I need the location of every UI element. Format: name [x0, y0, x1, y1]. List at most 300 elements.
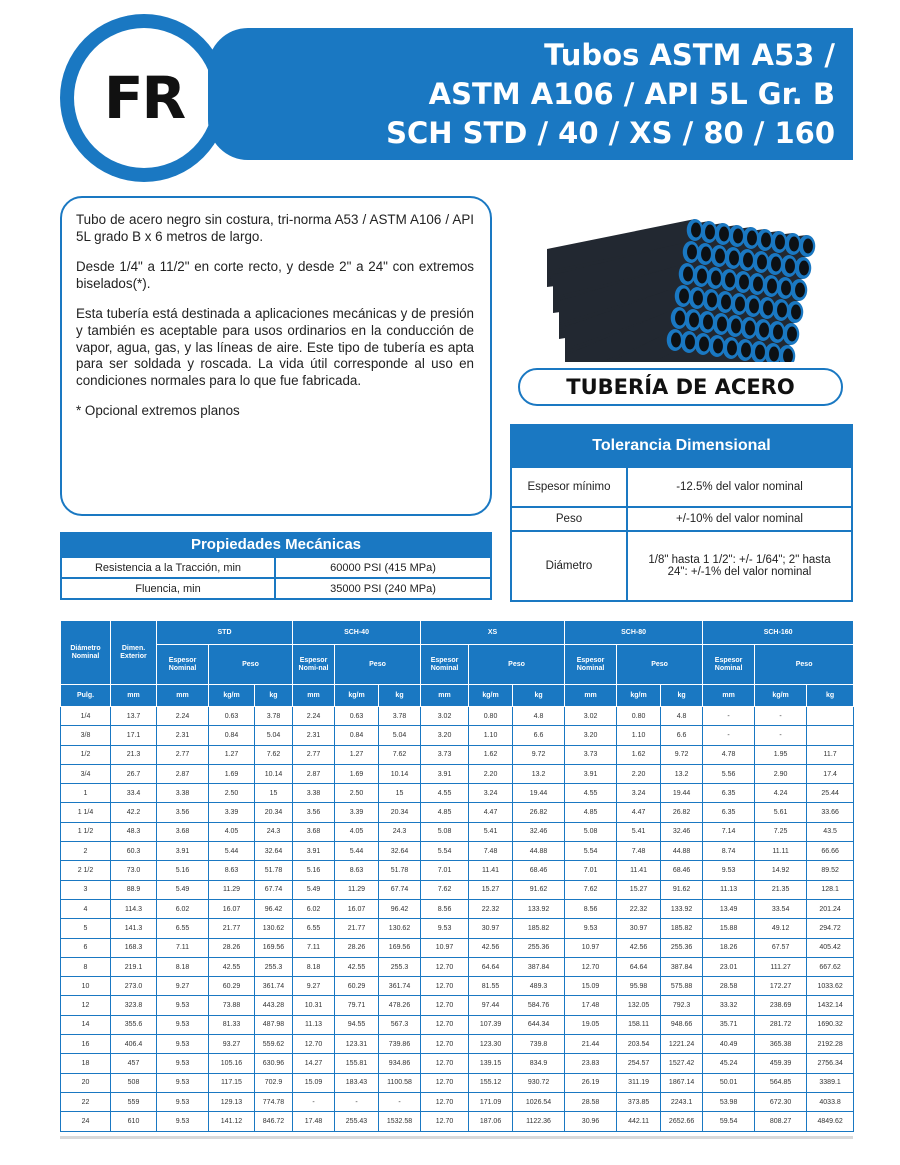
tolerance-row: [512, 530, 851, 600]
table-cell: 1/2: [61, 745, 111, 764]
table-cell: 6.6: [513, 726, 565, 745]
pipe-bore: [763, 301, 773, 316]
table-cell: 3.73: [421, 745, 469, 764]
table-cell: 8.56: [565, 899, 617, 918]
pipe-bore: [787, 327, 797, 342]
table-cell: 68.46: [661, 861, 703, 880]
header-group-xs: XS: [421, 621, 565, 645]
tolerance-value: 1/8" hasta 1 1/2": +/- 1/64"; 2" hasta 24": +/-1% del valor nominal: [648, 554, 831, 578]
table-cell: 1.95: [755, 745, 807, 764]
mechanical-row: [62, 556, 490, 577]
table-cell: 405.42: [807, 938, 854, 957]
table-cell: 5.04: [379, 726, 421, 745]
table-cell: 3.38: [157, 784, 209, 803]
table-cell: 9.27: [293, 977, 335, 996]
table-cell: 7.25: [755, 822, 807, 841]
table-cell: 88.9: [111, 880, 157, 899]
mechanical-properties-table: [60, 532, 492, 600]
pipe-bore: [727, 341, 737, 356]
table-cell: 105.16: [209, 1054, 255, 1073]
table-cell: 0.80: [469, 707, 513, 726]
table-cell: 3.20: [565, 726, 617, 745]
table-cell: 2.50: [335, 784, 379, 803]
table-cell: 508: [111, 1073, 157, 1092]
table-cell: 43.5: [807, 822, 854, 841]
pipe-bore: [781, 281, 791, 296]
table-cell: 2.87: [293, 764, 335, 783]
tolerance-table: [510, 424, 853, 602]
table-cell: 128.1: [807, 880, 854, 899]
table-cell: 4.47: [469, 803, 513, 822]
table-cell: 7.62: [379, 745, 421, 764]
table-cell: 567.3: [379, 1015, 421, 1034]
table-cell: 89.52: [807, 861, 854, 880]
header-group-sch80: SCH-80: [565, 621, 703, 645]
table-cell: 2.77: [157, 745, 209, 764]
pipe-bore: [683, 267, 693, 282]
table-cell: 7.62: [255, 745, 293, 764]
table-cell: 792.3: [661, 996, 703, 1015]
pipe-bore: [691, 223, 701, 238]
table-cell: 4.8: [661, 707, 703, 726]
table-cell: 28.58: [703, 977, 755, 996]
table-cell: 387.84: [513, 957, 565, 976]
table-cell: 169.56: [379, 938, 421, 957]
header-espesor: Espesor Nominal: [565, 645, 617, 685]
table-cell: 23.83: [565, 1054, 617, 1073]
pipe-bore: [799, 261, 809, 276]
table-cell: [807, 726, 854, 745]
table-cell: 11.7: [807, 745, 854, 764]
table-cell: 13.2: [661, 764, 703, 783]
table-cell: 1.27: [209, 745, 255, 764]
table-cell: 24.3: [379, 822, 421, 841]
table-cell: 94.55: [335, 1015, 379, 1034]
mechanical-title: Propiedades Mecánicas: [62, 534, 490, 556]
table-cell: 2: [61, 842, 111, 861]
table-cell: 123.31: [335, 1035, 379, 1054]
mechanical-value: 35000 PSI (240 MPa): [330, 582, 436, 595]
table-cell: -: [703, 707, 755, 726]
page-title: [386, 36, 835, 153]
table-row: [61, 880, 854, 899]
table-cell: 4.05: [335, 822, 379, 841]
table-cell: -: [703, 726, 755, 745]
table-cell: 3389.1: [807, 1073, 854, 1092]
table-cell: 2243.1: [661, 1092, 703, 1111]
pipe-bore: [725, 273, 735, 288]
table-cell: 774.78: [255, 1092, 293, 1111]
table-cell: 930.72: [513, 1073, 565, 1092]
table-cell: 8: [61, 957, 111, 976]
table-cell: 14.92: [755, 861, 807, 880]
table-cell: 60.29: [209, 977, 255, 996]
table-cell: 51.78: [255, 861, 293, 880]
table-cell: 5.08: [421, 822, 469, 841]
table-cell: 1221.24: [661, 1035, 703, 1054]
table-cell: 30.97: [469, 919, 513, 938]
table-cell: 610: [111, 1112, 157, 1131]
table-cell: 1.62: [617, 745, 661, 764]
table-cell: 26.7: [111, 764, 157, 783]
pipe-dimensions-table: [60, 620, 854, 1132]
table-cell: 33.4: [111, 784, 157, 803]
table-cell: 129.13: [209, 1092, 255, 1111]
unit-header: kg/m: [617, 685, 661, 707]
unit-header: kg/m: [469, 685, 513, 707]
pipe-bore: [769, 347, 779, 362]
pipe-bore: [789, 237, 799, 252]
pipe-bore: [735, 297, 745, 312]
description-paragraph-1: Tubo de acero negro sin costura, tri-norma A53 / ASTM A106 / API 5L grado B x 6 metros de largo.: [76, 212, 474, 244]
table-cell: 16.07: [335, 899, 379, 918]
table-cell: 30.97: [617, 919, 661, 938]
title-line-1: Tubos ASTM A53 /: [544, 38, 835, 72]
table-cell: 10.97: [421, 938, 469, 957]
table-cell: 3.02: [565, 707, 617, 726]
table-cell: 187.06: [469, 1112, 513, 1131]
table-cell: 21.77: [335, 919, 379, 938]
table-cell: 1.27: [335, 745, 379, 764]
table-cell: 702.9: [255, 1073, 293, 1092]
mechanical-label: Fluencia, min: [62, 579, 276, 598]
table-cell: 361.74: [379, 977, 421, 996]
logo-inner-circle: [74, 28, 214, 168]
table-cell: 3.56: [293, 803, 335, 822]
table-cell: 60.29: [335, 977, 379, 996]
pipe-bore: [689, 313, 699, 328]
table-row: [61, 996, 854, 1015]
pipe-bore: [701, 247, 711, 262]
table-row: [61, 726, 854, 745]
table-cell: 0.63: [209, 707, 255, 726]
table-cell: 203.54: [617, 1035, 661, 1054]
table-cell: 442.11: [617, 1112, 661, 1131]
table-cell: 42.56: [617, 938, 661, 957]
table-row: [61, 822, 854, 841]
table-cell: 2.50: [209, 784, 255, 803]
table-cell: 26.19: [565, 1073, 617, 1092]
table-cell: 6.35: [703, 784, 755, 803]
table-cell: 9.53: [703, 861, 755, 880]
table-cell: 4.05: [209, 822, 255, 841]
table-cell: 7.14: [703, 822, 755, 841]
table-cell: 17.4: [807, 764, 854, 783]
pipe-bore: [771, 257, 781, 272]
table-cell: 44.88: [513, 842, 565, 861]
tolerance-title: Tolerancia Dimensional: [512, 426, 851, 466]
steel-pipes-image: [545, 212, 825, 362]
table-cell: 17.1: [111, 726, 157, 745]
table-cell: 12.70: [421, 977, 469, 996]
description-paragraph-3: Esta tubería está destinada a aplicaciones mecánicas y de presión y también es aceptable para usos ordinarios en la conducción de vapor, agua, gas, y las líneas de aire. Este tipo de tubería es apta para ser soldada y roscada. La vida útil corresponde al uso en condiciones normales para lo que fue fabricada.: [76, 306, 474, 388]
table-cell: 25.44: [807, 784, 854, 803]
table-cell: 644.34: [513, 1015, 565, 1034]
footer-divider: [60, 1136, 853, 1139]
table-cell: 487.98: [255, 1015, 293, 1034]
table-cell: 48.3: [111, 822, 157, 841]
table-cell: 42.56: [469, 938, 513, 957]
table-row: [61, 957, 854, 976]
table-cell: 10: [61, 977, 111, 996]
table-cell: 8.18: [293, 957, 335, 976]
table-cell: 0.80: [617, 707, 661, 726]
table-cell: 8.18: [157, 957, 209, 976]
table-row: [61, 1112, 854, 1131]
table-cell: 3.68: [293, 822, 335, 841]
description-note: * Opcional extremos planos: [76, 403, 240, 419]
header-group-sch40: SCH-40: [293, 621, 421, 645]
table-cell: 5.54: [565, 842, 617, 861]
table-cell: 12.70: [421, 957, 469, 976]
table-row: [61, 861, 854, 880]
description-paragraph-2: Desde 1/4" a 11/2" en corte recto, y desde 2" a 24" con extremos biselados(*).: [76, 259, 474, 291]
header-espesor: Espesor Nominal: [703, 645, 755, 685]
table-cell: 22.32: [469, 899, 513, 918]
table-cell: 2.31: [293, 726, 335, 745]
table-cell: 95.98: [617, 977, 661, 996]
table-cell: 0.63: [335, 707, 379, 726]
pipe-bore: [739, 275, 749, 290]
table-cell: 13.2: [513, 764, 565, 783]
table-cell: 1532.58: [379, 1112, 421, 1131]
table-cell: 672.30: [755, 1092, 807, 1111]
table-cell: 3.39: [335, 803, 379, 822]
table-cell: 11.29: [209, 880, 255, 899]
table-cell: 141.3: [111, 919, 157, 938]
pipe-bore: [671, 333, 681, 348]
unit-header: kg/m: [209, 685, 255, 707]
table-cell: 2.20: [469, 764, 513, 783]
mechanical-row: [62, 577, 490, 598]
table-cell: 139.15: [469, 1054, 513, 1073]
tolerance-value: -12.5% del valor nominal: [676, 481, 803, 493]
header-espesor: Espesor Nominal: [421, 645, 469, 685]
table-cell: 35.71: [703, 1015, 755, 1034]
table-cell: 11.29: [335, 880, 379, 899]
table-cell: 8.63: [209, 861, 255, 880]
pipe-bore: [675, 311, 685, 326]
tolerance-label: Espesor mínimo: [512, 468, 628, 506]
pipe-bore: [721, 295, 731, 310]
table-cell: 3.91: [565, 764, 617, 783]
table-cell: 96.42: [255, 899, 293, 918]
table-cell: 169.56: [255, 938, 293, 957]
product-badge: TUBERÍA DE ACERO: [518, 368, 843, 406]
table-cell: 2652.66: [661, 1112, 703, 1131]
table-cell: 1026.54: [513, 1092, 565, 1111]
table-row: [61, 899, 854, 918]
table-row: [61, 1073, 854, 1092]
table-cell: 81.33: [209, 1015, 255, 1034]
table-cell: 3/8: [61, 726, 111, 745]
table-cell: 42.2: [111, 803, 157, 822]
table-cell: 9.27: [157, 977, 209, 996]
table-cell: 4.85: [565, 803, 617, 822]
header-group-sch160: SCH-160: [703, 621, 854, 645]
table-cell: 114.3: [111, 899, 157, 918]
table-cell: 15.88: [703, 919, 755, 938]
table-cell: 934.86: [379, 1054, 421, 1073]
table-cell: 132.05: [617, 996, 661, 1015]
table-cell: 20.34: [255, 803, 293, 822]
table-cell: 1.62: [469, 745, 513, 764]
table-cell: 2.20: [617, 764, 661, 783]
table-cell: 10.31: [293, 996, 335, 1015]
table-cell: 107.39: [469, 1015, 513, 1034]
table-cell: 53.98: [703, 1092, 755, 1111]
table-cell: 0.84: [209, 726, 255, 745]
table-cell: 19.44: [661, 784, 703, 803]
table-cell: 406.4: [111, 1035, 157, 1054]
table-cell: 5.54: [421, 842, 469, 861]
table-cell: 11.41: [617, 861, 661, 880]
table-cell: 79.71: [335, 996, 379, 1015]
header-exterior-dimension: Dimen. Exterior: [111, 621, 157, 685]
title-band: [248, 28, 853, 160]
table-cell: 2.24: [157, 707, 209, 726]
table-row: [61, 745, 854, 764]
pipe-bore: [711, 271, 721, 286]
table-cell: 3.20: [421, 726, 469, 745]
pipe-bore: [745, 321, 755, 336]
table-cell: 15.09: [293, 1073, 335, 1092]
table-cell: 21.35: [755, 880, 807, 899]
table-cell: 15.27: [469, 880, 513, 899]
table-cell: 846.72: [255, 1112, 293, 1131]
tolerance-label: Diámetro: [512, 532, 628, 600]
table-cell: 4: [61, 899, 111, 918]
unit-header: mm: [565, 685, 617, 707]
pipe-bore: [687, 245, 697, 260]
table-cell: 30.96: [565, 1112, 617, 1131]
table-cell: 9.53: [157, 1073, 209, 1092]
table-cell: 255.43: [335, 1112, 379, 1131]
table-cell: 67.74: [379, 880, 421, 899]
table-cell: 7.01: [565, 861, 617, 880]
pipe-bore: [703, 315, 713, 330]
unit-header: mm: [421, 685, 469, 707]
table-cell: 323.8: [111, 996, 157, 1015]
header-peso: Peso: [469, 645, 565, 685]
table-cell: 1.69: [209, 764, 255, 783]
title-line-3: SCH STD / 40 / XS / 80 / 160: [386, 116, 835, 150]
table-cell: -: [755, 726, 807, 745]
table-cell: -: [335, 1092, 379, 1111]
table-cell: 18: [61, 1054, 111, 1073]
table-cell: 21.77: [209, 919, 255, 938]
table-cell: 64.64: [469, 957, 513, 976]
table-cell: 32.64: [255, 842, 293, 861]
pipe-bore: [713, 339, 723, 354]
pipe-bore: [785, 259, 795, 274]
table-cell: 3.56: [157, 803, 209, 822]
pipe-bore: [705, 225, 715, 240]
table-cell: 1.10: [617, 726, 661, 745]
pipe-bore: [759, 323, 769, 338]
table-cell: 7.48: [469, 842, 513, 861]
table-row: [61, 977, 854, 996]
table-cell: 133.92: [513, 899, 565, 918]
table-row: [61, 1015, 854, 1034]
table-cell: 68.46: [513, 861, 565, 880]
table-cell: 42.55: [209, 957, 255, 976]
table-cell: 3.24: [617, 784, 661, 803]
table-cell: 81.55: [469, 977, 513, 996]
table-cell: 7.01: [421, 861, 469, 880]
table-cell: 26.82: [513, 803, 565, 822]
table-cell: 1/4: [61, 707, 111, 726]
table-cell: 739.86: [379, 1035, 421, 1054]
table-cell: 443.28: [255, 996, 293, 1015]
table-cell: 158.11: [617, 1015, 661, 1034]
table-cell: 42.55: [335, 957, 379, 976]
table-cell: 3: [61, 880, 111, 899]
table-body: [61, 707, 854, 1132]
table-cell: 4.24: [755, 784, 807, 803]
table-cell: 1 1/2: [61, 822, 111, 841]
table-cell: 141.12: [209, 1112, 255, 1131]
table-cell: 51.78: [379, 861, 421, 880]
table-cell: 3.24: [469, 784, 513, 803]
table-cell: 12.70: [421, 1015, 469, 1034]
table-row: [61, 803, 854, 822]
table-cell: 255.3: [255, 957, 293, 976]
table-cell: 6: [61, 938, 111, 957]
table-cell: 365.38: [755, 1035, 807, 1054]
table-cell: 32.64: [379, 842, 421, 861]
table-cell: 64.64: [617, 957, 661, 976]
unit-header: kg: [513, 685, 565, 707]
table-cell: 355.6: [111, 1015, 157, 1034]
tolerance-label: Peso: [512, 508, 628, 530]
table-cell: 5.41: [617, 822, 661, 841]
title-line-2: ASTM A106 / API 5L Gr. B: [428, 77, 835, 111]
table-cell: 12.70: [293, 1035, 335, 1054]
table-cell: 9.72: [513, 745, 565, 764]
pipe-bore: [707, 293, 717, 308]
table-cell: 21.3: [111, 745, 157, 764]
table-cell: 91.62: [513, 880, 565, 899]
table-cell: 22.32: [617, 899, 661, 918]
unit-header: mm: [703, 685, 755, 707]
table-cell: 361.74: [255, 977, 293, 996]
pipe-bore: [773, 325, 783, 340]
unit-header: mm: [111, 685, 157, 707]
table-cell: 5.16: [157, 861, 209, 880]
table-cell: 9.53: [565, 919, 617, 938]
table-cell: 6.02: [157, 899, 209, 918]
table-cell: 60.3: [111, 842, 157, 861]
table-row: [61, 919, 854, 938]
table-cell: 66.66: [807, 842, 854, 861]
pipe-bore: [767, 279, 777, 294]
table-cell: 1: [61, 784, 111, 803]
table-cell: 171.09: [469, 1092, 513, 1111]
table-cell: 28.58: [565, 1092, 617, 1111]
table-cell: 28.26: [335, 938, 379, 957]
table-cell: 4033.8: [807, 1092, 854, 1111]
pipe-bore: [795, 283, 805, 298]
table-cell: 667.62: [807, 957, 854, 976]
table-cell: 5.49: [293, 880, 335, 899]
table-cell: 67.57: [755, 938, 807, 957]
table-row: [61, 784, 854, 803]
pipe-bore: [747, 231, 757, 246]
header-espesor: Espesor Nominal: [157, 645, 209, 685]
table-cell: 1 1/4: [61, 803, 111, 822]
table-cell: 17.48: [293, 1112, 335, 1131]
